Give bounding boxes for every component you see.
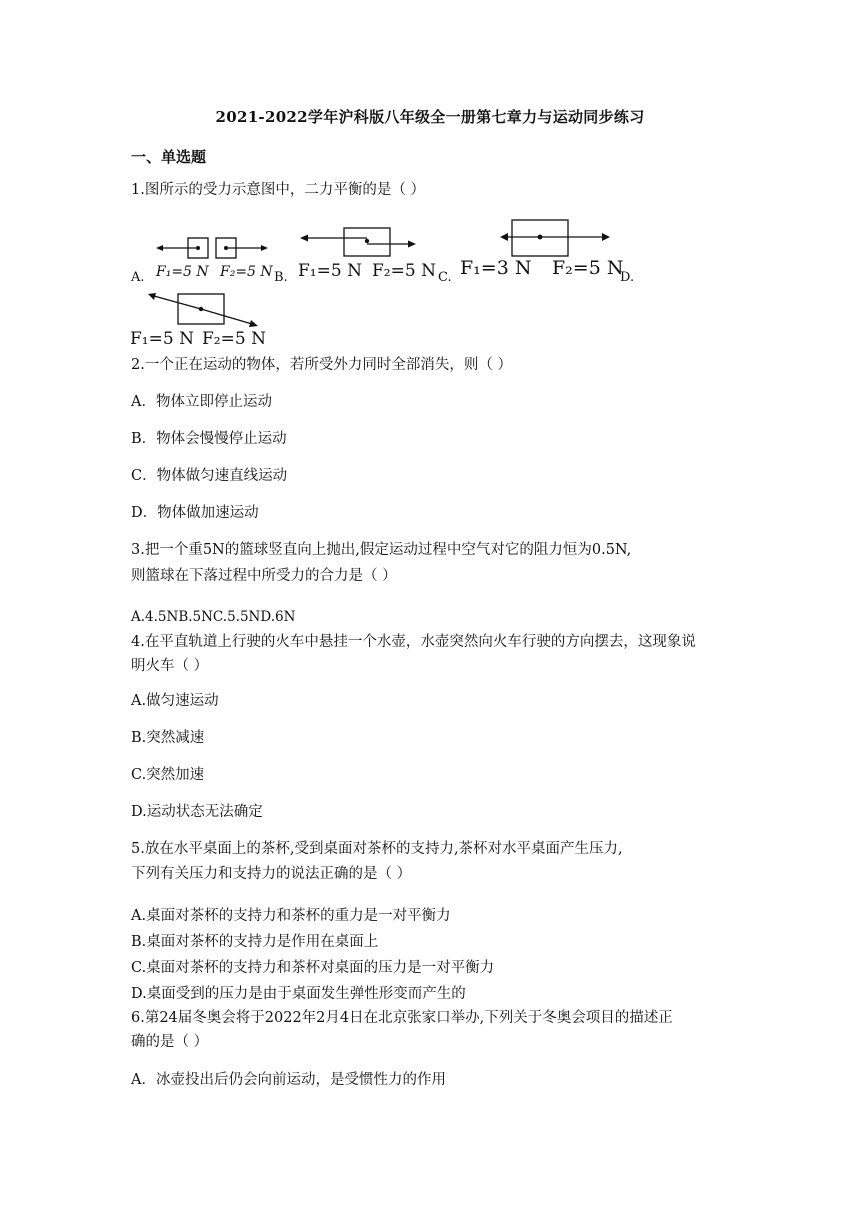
q6-option-a: A．冰壶投出后仍会向前运动，是受惯性力的作用 [131, 1072, 446, 1088]
q5-option-a: A.桌面对茶杯的支持力和茶杯的重力是一对平衡力 [131, 908, 451, 924]
q1-option-c-diagram [456, 216, 624, 280]
q1-option-b-diagram [292, 224, 442, 280]
q5-stem-line1: 5.放在水平桌面上的茶杯,受到桌面对茶杯的支持力,茶杯对水平桌面产生压力, [131, 841, 623, 857]
q1-stem: 1.图所示的受力示意图中，二力平衡的是（ ） [131, 182, 425, 198]
section-heading: 一、单选题 [131, 148, 207, 166]
q4-option-b: B.突然减速 [131, 730, 205, 746]
q1-option-a-letter: A. [131, 270, 145, 285]
q2-option-a: A．物体立即停止运动 [131, 394, 272, 410]
q1-c-f1-label: F₁=3 N [460, 257, 532, 279]
q1-option-b-letter: B. [274, 270, 288, 285]
q2-option-c: C．物体做匀速直线运动 [131, 468, 288, 484]
q2-stem: 2.一个正在运动的物体，若所受外力同时全部消失，则（ ） [131, 357, 512, 373]
q4-stem-line2: 明火车（ ） [131, 658, 209, 674]
q4-option-d: D.运动状态无法确定 [131, 804, 263, 820]
q6-stem-line1: 6.第24届冬奥会将于2022年2月4日在北京张家口举办,下列关于冬奥会项目的描述正 [131, 1010, 673, 1026]
q1-b-f2-label: F₂=5 N [372, 261, 436, 281]
document-title: 2021-2022学年沪科版八年级全一册第七章力与运动同步练习 [215, 108, 645, 126]
q2-option-d: D．物体做加速运动 [131, 505, 259, 521]
q2-option-b: B．物体会慢慢停止运动 [131, 431, 287, 447]
q1-d-f1-label: F₁=5 N [130, 329, 194, 349]
q1-c-f2-label: F₂=5 N [552, 257, 624, 279]
q1-a-f2-label: F₂=5 N [220, 264, 273, 280]
q1-option-c-letter: C. [438, 270, 452, 285]
q5-option-b: B.桌面对茶杯的支持力是作用在桌面上 [131, 934, 379, 950]
q4-option-a: A.做匀速运动 [131, 693, 219, 709]
q5-option-c: C.桌面对茶杯的支持力和茶杯对桌面的压力是一对平衡力 [131, 960, 495, 976]
q1-b-f1-label: F₁=5 N [298, 261, 362, 281]
q3-options: A.4.5NB.5NC.5.5ND.6N [131, 609, 296, 625]
q6-stem-line2: 确的是（ ） [131, 1034, 209, 1050]
q4-stem-line1: 4.在平直轨道上行驶的火车中悬挂一个水壶，水壶突然向火车行驶的方向摆去，这现象说 [131, 634, 696, 650]
q3-stem-line1: 3.把一个重5N的篮球竖直向上抛出,假定运动过程中空气对它的阻力恒为0.5N, [131, 542, 632, 558]
q3-stem-line2: 则篮球在下落过程中所受力的合力是（ ） [131, 568, 397, 584]
q1-option-d-letter: D. [620, 270, 635, 285]
q5-option-d: D.桌面受到的压力是由于桌面发生弹性形变而产生的 [131, 986, 466, 1002]
q4-option-c: C.突然加速 [131, 767, 205, 783]
q1-a-f1-label: F₁=5 N [156, 264, 209, 280]
q1-option-d-diagram [128, 288, 276, 348]
q5-stem-line2: 下列有关压力和支持力的说法正确的是（ ） [131, 866, 412, 882]
q1-d-f2-label: F₂=5 N [202, 329, 266, 349]
q1-option-a-diagram [148, 232, 272, 280]
